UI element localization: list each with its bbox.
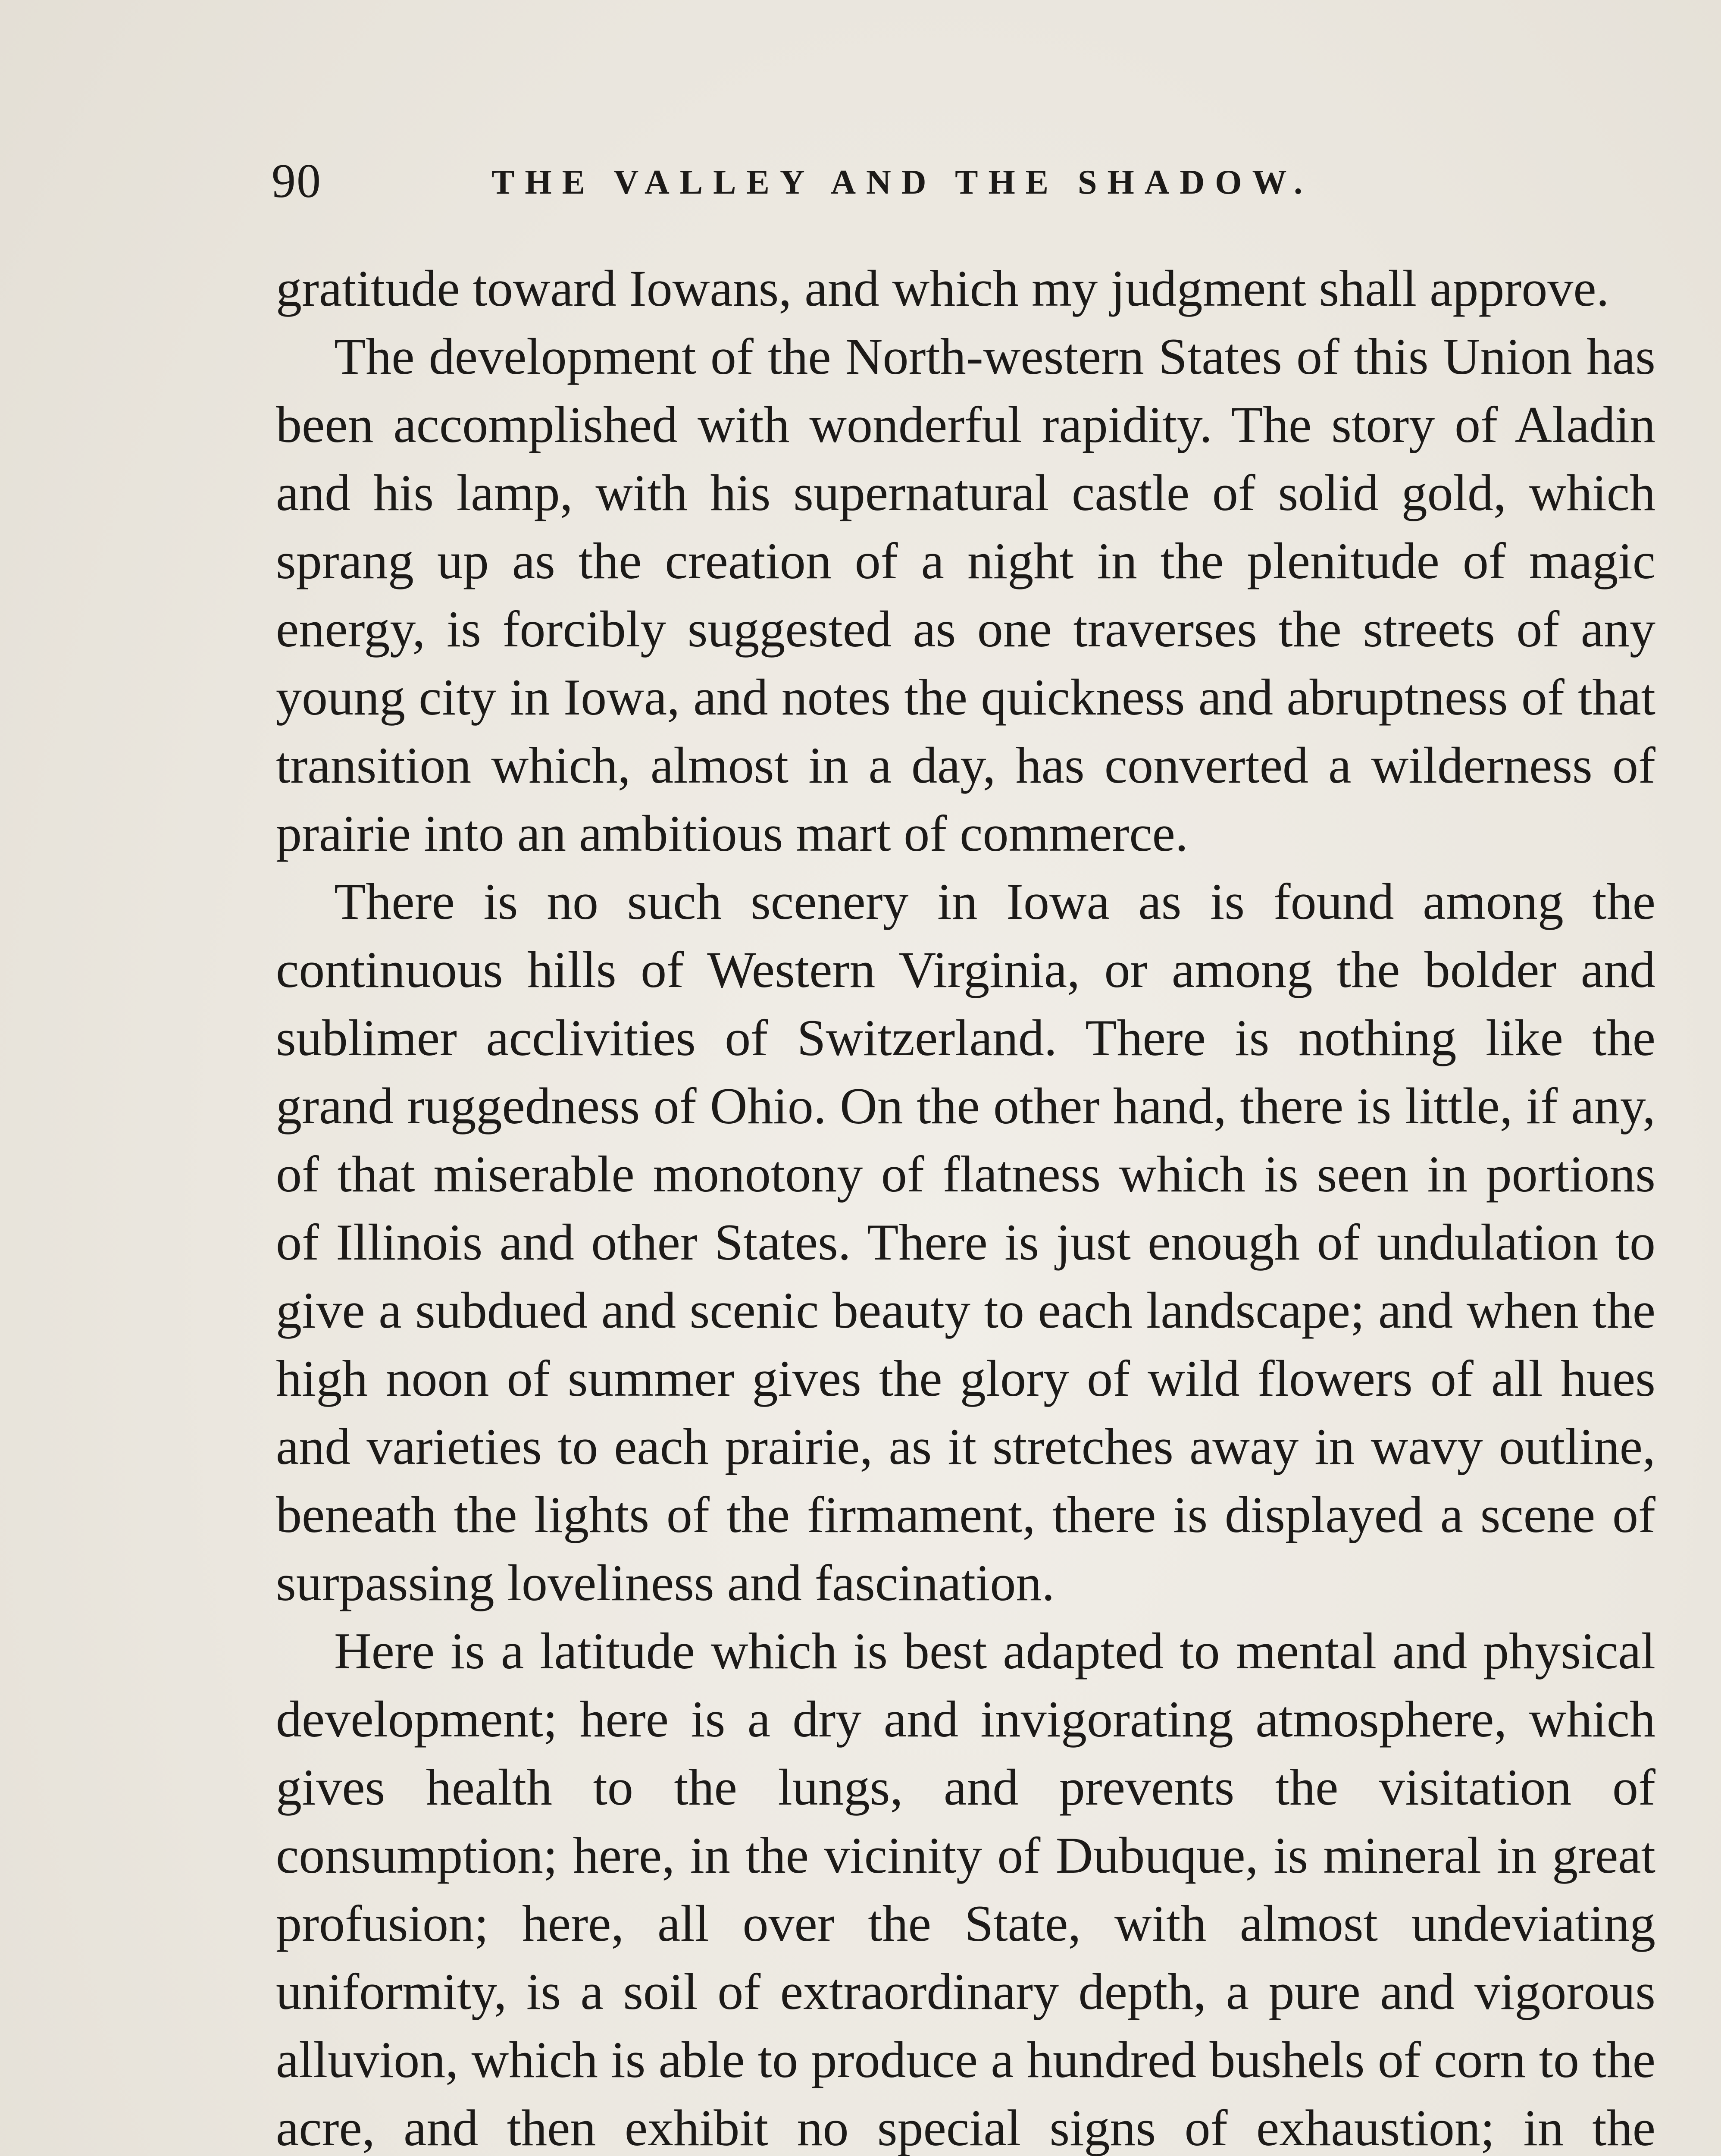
running-title: THE VALLEY AND THE SHADOW. xyxy=(491,163,1313,201)
page-number: 90 xyxy=(272,154,322,208)
running-head xyxy=(272,151,1479,211)
paragraph-iowa-resources: Here is a latitude which is best adapted to mental and physical development; here is a dry and invigorating atmosphere, which gives health to the lungs, and prevents the visitation of consumption; here, in the vicinity of Dubuque, is mineral in great profusion; here, all over the State, with almost undeviating uniformity, is a soil of extraordinary depth, a pure and vigorous alluvion, which is able to produce a hundred bushels of corn to the acre, and then exhibit no special signs of exhaustion; in the xyxy=(276,1622,1655,2156)
paragraph-continuation: gratitude toward Iowans, and which my judgment shall approve. xyxy=(276,260,1609,317)
paragraph-iowa-scenery: There is no such scenery in Iowa as is found among the continuous hills of Western Virginia, or among the bolder and sublimer acclivities of Switzerland. There is nothing like the grand ruggedness of Ohio. On the other hand, there is little, if any, of that miserable monotony of flatness which is seen in portions of Illinois and other States. There is just enough of undulation to give a subdued and scenic beauty to each landscape; and when the high noon of summer gives the glory of wild flowers of all hues and varieties to each prairie, as it stretches away in wavy outline, beneath the lights of the firmament, there is displayed a scene of surpassing loveliness and fascination. xyxy=(276,873,1655,1611)
paragraph-northwest-development: The development of the North-western States of this Union has been accomplished with wonderful rapidity. The story of Aladin and his lamp, with his supernatural castle of solid gold, which sprang up as the creation of a night in the plenitude of magic energy, is forcibly suggested as one traverses the streets of any young city in Iowa, and notes the quickness and abruptness of that transition which, almost in a day, has converted a wilderness of prairie into an ambitious mart of commerce. xyxy=(276,328,1655,862)
body-text xyxy=(276,254,1655,2156)
